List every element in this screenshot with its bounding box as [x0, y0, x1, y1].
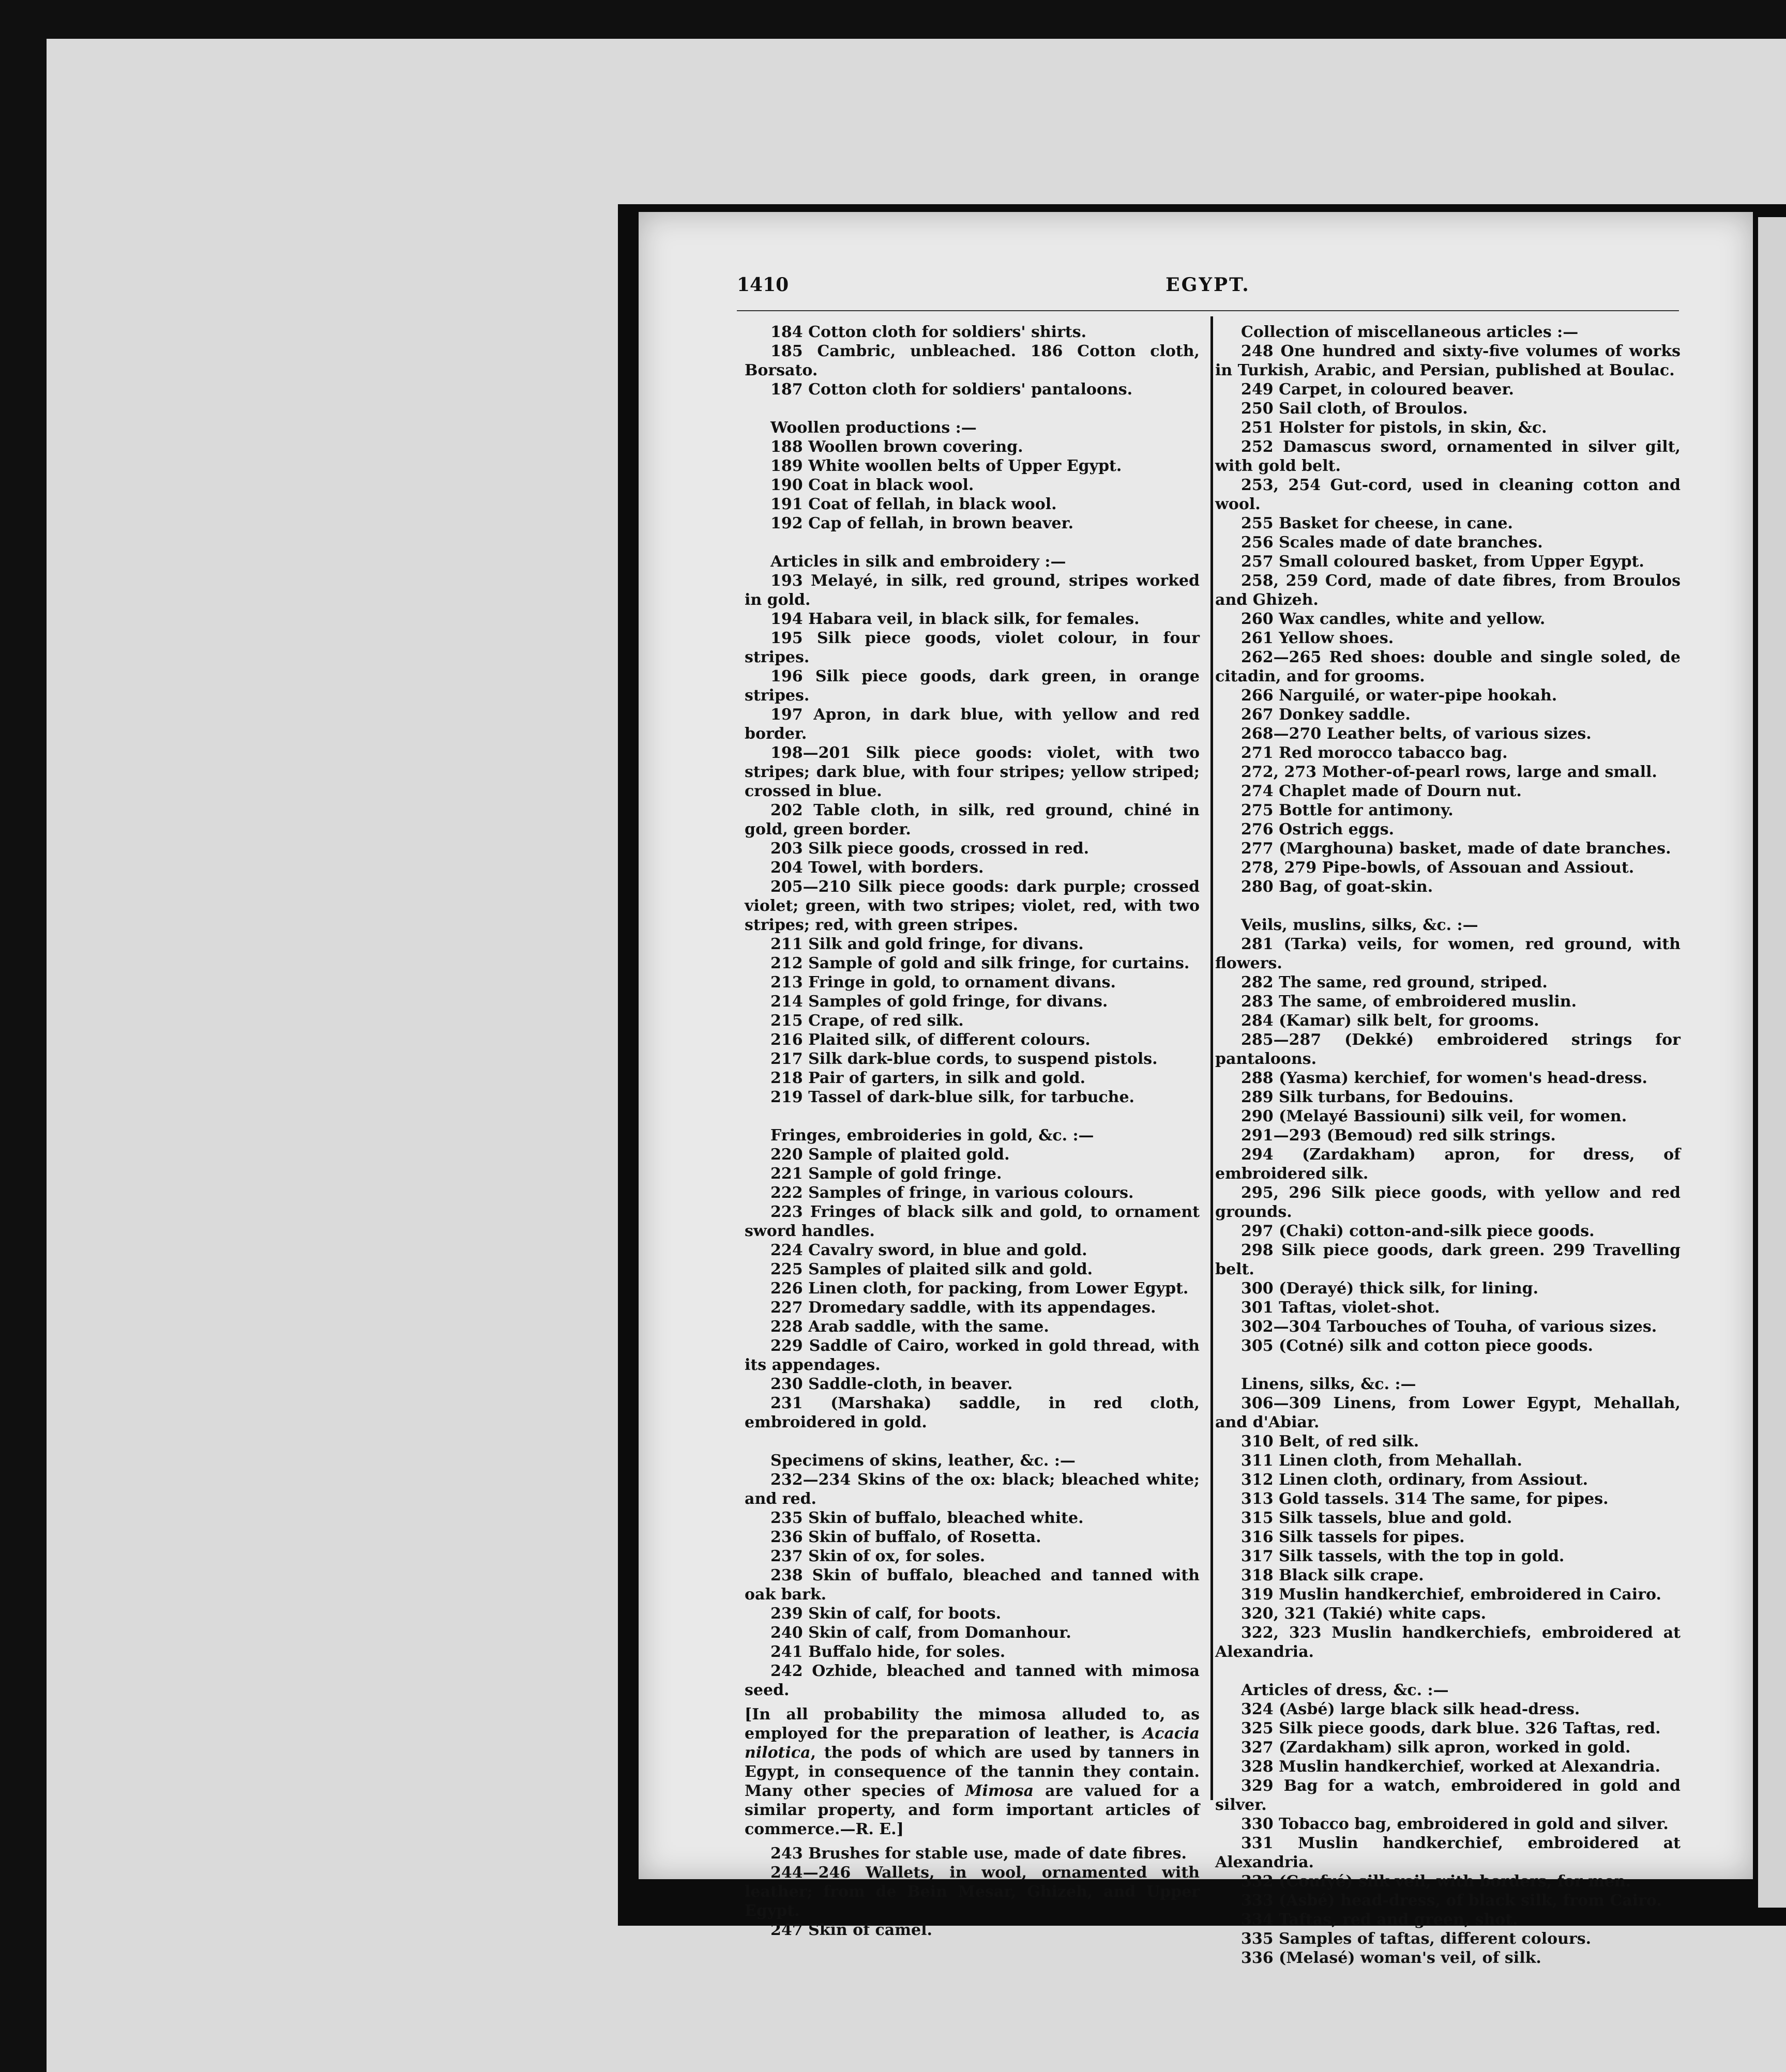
- catalogue-entry: 221 Sample of gold fringe.: [770, 1165, 1002, 1183]
- list-group: [1215, 1700, 1681, 1968]
- section-heading-dress: Articles of dress, &c. :—: [1241, 1681, 1449, 1699]
- catalogue-entry: 313 Gold tassels. 314 The same, for pipes.: [1241, 1490, 1609, 1508]
- catalogue-entry: 300 (Derayé) thick silk, for lining.: [1241, 1279, 1539, 1298]
- catalogue-entry: 216 Plaited silk, of different colours.: [770, 1031, 1091, 1049]
- list-group: [745, 1145, 1200, 1432]
- list-group: [1215, 935, 1681, 1355]
- catalogue-entry: 198—201 Silk piece goods: violet, with two stripes; dark blue, with four stripes; yellow striped; crossed in blue.: [745, 744, 1200, 800]
- catalogue-entry: 231 (Marshaka) saddle, in red cloth, embroidered in gold.: [745, 1394, 1200, 1431]
- catalogue-entry: 282 The same, red ground, striped.: [1241, 973, 1548, 992]
- catalogue-entry: 256 Scales made of date branches.: [1241, 534, 1543, 552]
- catalogue-entry: 324 (Asbé) large black silk head-dress.: [1241, 1700, 1580, 1718]
- catalogue-entry: 190 Coat in black wool.: [770, 476, 974, 494]
- catalogue-entry: 251 Holster for pistols, in skin, &c.: [1241, 419, 1547, 437]
- left-column: [745, 323, 1200, 1940]
- catalogue-entry: 243 Brushes for stable use, made of date fibres.: [770, 1845, 1187, 1863]
- catalogue-entry: 214 Samples of gold fringe, for divans.: [770, 993, 1108, 1011]
- catalogue-entry: 205—210 Silk piece goods: dark purple; crossed violet; green, with two stripes; violet, red, with two stripes; red, with green stripes.: [745, 878, 1200, 934]
- catalogue-entry: 239 Skin of calf, for boots.: [770, 1605, 1002, 1623]
- catalogue-entry: 271 Red morocco tabacco bag.: [1241, 744, 1508, 762]
- catalogue-entry: 274 Chaplet made of Dourn nut.: [1241, 782, 1522, 800]
- catalogue-entry: 244—246 Wallets, in wool, ornamented with leather; from de Bein Mesar, Ghizeh, and Upper Egypt.: [745, 1864, 1200, 1920]
- catalogue-entry: 266 Narguilé, or water-pipe hookah.: [1241, 687, 1557, 705]
- catalogue-entry: 189 White woollen belts of Upper Egypt.: [770, 457, 1122, 475]
- catalogue-entry: 237 Skin of ox, for soles.: [770, 1547, 986, 1565]
- catalogue-entry: 330 Tobacco bag, embroidered in gold and silver.: [1241, 1815, 1669, 1833]
- catalogue-entry: 193 Melayé, in silk, red ground, stripes worked in gold.: [745, 572, 1200, 609]
- page-header: [737, 274, 1679, 311]
- catalogue-entry: 261 Yellow shoes.: [1241, 629, 1394, 647]
- catalogue-entry: 203 Silk piece goods, crossed in red.: [770, 840, 1089, 858]
- page-number: 1410: [737, 274, 789, 296]
- catalogue-entry: 215 Crape, of red silk.: [770, 1012, 964, 1030]
- catalogue-entry: 212 Sample of gold and silk fringe, for curtains.: [770, 954, 1190, 972]
- catalogue-entry: 325 Silk piece goods, dark blue. 326 Taftas, red.: [1241, 1719, 1661, 1738]
- catalogue-entry: 195 Silk piece goods, violet colour, in four stripes.: [745, 629, 1200, 666]
- list-group: [1215, 342, 1681, 896]
- catalogue-entry: 334 Taftas, red and green, shot.: [1241, 1911, 1518, 1929]
- catalogue-entry: 241 Buffalo hide, for soles.: [770, 1643, 1006, 1661]
- catalogue-entry: 223 Fringes of black silk and gold, to ornament sword handles.: [745, 1203, 1200, 1240]
- catalogue-entry: 267 Donkey saddle.: [1241, 706, 1411, 724]
- catalogue-entry: 288 (Yasma) kerchief, for women's head-dress.: [1241, 1069, 1647, 1087]
- catalogue-entry: 229 Saddle of Cairo, worked in gold thread, with its appendages.: [745, 1337, 1200, 1374]
- catalogue-entry: 250 Sail cloth, of Broulos.: [1241, 400, 1468, 418]
- catalogue-entry: 277 (Marghouna) basket, made of date branches.: [1241, 840, 1671, 858]
- catalogue-entry: 247 Skin of camel.: [770, 1921, 932, 1939]
- catalogue-entry: 185 Cambric, unbleached. 186 Cotton cloth, Borsato.: [745, 342, 1200, 379]
- catalogue-entry: 249 Carpet, in coloured beaver.: [1241, 380, 1514, 399]
- catalogue-entry: 194 Habara veil, in black silk, for females.: [770, 610, 1140, 628]
- catalogue-entry: 294 (Zardakham) apron, for dress, of embroidered silk.: [1215, 1146, 1681, 1183]
- note-text: [In all probability the mimosa alluded to, as employed for the preparation of leather, is: [745, 1705, 1200, 1743]
- catalogue-entry: 220 Sample of plaited gold.: [770, 1146, 1010, 1164]
- catalogue-entry: 187 Cotton cloth for soldiers' pantaloons.: [770, 380, 1133, 399]
- catalogue-entry: 213 Fringe in gold, to ornament divans.: [770, 973, 1116, 992]
- catalogue-entry: 191 Coat of fellah, in black wool.: [770, 495, 1057, 513]
- catalogue-entry: 227 Dromedary saddle, with its appendages.: [770, 1299, 1156, 1317]
- catalogue-entry: 219 Tassel of dark-blue silk, for tarbuche.: [770, 1088, 1135, 1106]
- catalogue-entry: 235 Skin of buffalo, bleached white.: [770, 1509, 1084, 1527]
- section-heading-skins: Specimens of skins, leather, &c. :—: [770, 1452, 1076, 1470]
- catalogue-entry: 322, 323 Muslin handkerchiefs, embroidered at Alexandria.: [1215, 1624, 1681, 1661]
- catalogue-entry: 260 Wax candles, white and yellow.: [1241, 610, 1546, 628]
- catalogue-entry: 305 (Cotné) silk and cotton piece goods.: [1241, 1337, 1593, 1355]
- catalogue-entry: 280 Bag, of goat-skin.: [1241, 878, 1433, 896]
- catalogue-entry: 217 Silk dark-blue cords, to suspend pistols.: [770, 1050, 1158, 1068]
- catalogue-entry: 329 Bag for a watch, embroidered in gold and silver.: [1215, 1777, 1681, 1814]
- catalogue-entry: 306—309 Linens, from Lower Egypt, Mehallah, and d'Abiar.: [1215, 1394, 1681, 1431]
- catalogue-entry: 192 Cap of fellah, in brown beaver.: [770, 514, 1074, 532]
- right-column: [1215, 323, 1681, 1968]
- catalogue-entry: 312 Linen cloth, ordinary, from Assiout.: [1241, 1471, 1588, 1489]
- list-group: [745, 571, 1200, 1107]
- catalogue-entry: 258, 259 Cord, made of date fibres, from Broulos and Ghizeh.: [1215, 572, 1681, 609]
- catalogue-entry: 268—270 Leather belts, of various sizes.: [1241, 725, 1592, 743]
- catalogue-entry: 184 Cotton cloth for soldiers' shirts.: [770, 323, 1087, 341]
- catalogue-entry: 281 (Tarka) veils, for women, red ground, with flowers.: [1215, 935, 1681, 972]
- catalogue-entry: 238 Skin of buffalo, bleached and tanned with oak bark.: [745, 1566, 1200, 1604]
- catalogue-entry: 318 Black silk crape.: [1241, 1566, 1424, 1585]
- catalogue-entry: 232—234 Skins of the ox: black; bleached white; and red.: [745, 1471, 1200, 1508]
- catalogue-entry: 278, 279 Pipe-bowls, of Assouan and Assiout.: [1241, 859, 1634, 877]
- catalogue-entry: 295, 296 Silk piece goods, with yellow and red grounds.: [1215, 1184, 1681, 1221]
- list-group: [745, 437, 1200, 533]
- catalogue-entry: 335 Samples of taftas, different colours.: [1241, 1930, 1592, 1948]
- catalogue-entry: 202 Table cloth, in silk, red ground, chiné in gold, green border.: [745, 801, 1200, 839]
- catalogue-entry: 317 Silk tassels, with the top in gold.: [1241, 1547, 1565, 1565]
- next-page-edge: [1758, 217, 1786, 1908]
- catalogue-entry: 226 Linen cloth, for packing, from Lower Egypt.: [770, 1279, 1189, 1298]
- catalogue-entry: 188 Woollen brown covering.: [770, 438, 1023, 456]
- running-head: EGYPT.: [1166, 274, 1250, 296]
- catalogue-entry: 276 Ostrich eggs.: [1241, 820, 1395, 839]
- catalogue-entry: 255 Basket for cheese, in cane.: [1241, 514, 1513, 532]
- column-rule: [1210, 316, 1213, 1800]
- section-heading-silk: Articles in silk and embroidery :—: [770, 553, 1066, 571]
- catalogue-entry: 331 Muslin handkerchief, embroidered at Alexandria.: [1215, 1834, 1681, 1871]
- catalogue-entry: 291—293 (Bemoud) red silk strings.: [1241, 1126, 1556, 1145]
- catalogue-entry: 316 Silk tassels for pipes.: [1241, 1528, 1465, 1546]
- catalogue-entry: 332 (Coufyé) silk veil, with borders, for men.: [1241, 1872, 1631, 1891]
- catalogue-entry: 196 Silk piece goods, dark green, in orange stripes.: [745, 667, 1200, 705]
- catalogue-entry: 211 Silk and gold fringe, for divans.: [770, 935, 1084, 953]
- catalogue-entry: 301 Taftas, violet-shot.: [1241, 1299, 1440, 1317]
- catalogue-entry: 248 One hundred and sixty-five volumes of works in Turkish, Arabic, and Persian, published at Boulac.: [1215, 342, 1681, 379]
- catalogue-entry: 298 Silk piece goods, dark green. 299 Travelling belt.: [1215, 1241, 1681, 1278]
- catalogue-entry: 236 Skin of buffalo, of Rosetta.: [770, 1528, 1041, 1546]
- catalogue-entry: 197 Apron, in dark blue, with yellow and red border.: [745, 706, 1200, 743]
- catalogue-entry: 328 Muslin handkerchief, worked at Alexandria.: [1241, 1758, 1661, 1776]
- catalogue-entry: 297 (Chaki) cotton-and-silk piece goods.: [1241, 1222, 1595, 1240]
- list-group: [745, 1844, 1200, 1940]
- catalogue-entry: 283 The same, of embroidered muslin.: [1241, 993, 1577, 1011]
- catalogue-entry: 262—265 Red shoes: double and single soled, de citadin, and for grooms.: [1215, 648, 1681, 685]
- catalogue-entry: 230 Saddle-cloth, in beaver.: [770, 1375, 1013, 1393]
- catalogue-entry: 320, 321 (Takié) white caps.: [1241, 1605, 1487, 1623]
- catalogue-entry: 319 Muslin handkerchief, embroidered in Cairo.: [1241, 1586, 1661, 1604]
- catalogue-entry: 225 Samples of plaited silk and gold.: [770, 1260, 1093, 1278]
- section-heading-misc: Collection of miscellaneous articles :—: [1241, 323, 1579, 341]
- catalogue-entry: 327 (Zardakham) silk apron, worked in gold.: [1241, 1739, 1631, 1757]
- catalogue-entry: 310 Belt, of red silk.: [1241, 1433, 1419, 1451]
- catalogue-entry: 224 Cavalry sword, in blue and gold.: [770, 1241, 1087, 1259]
- section-heading-woollen: Woollen productions :—: [770, 419, 977, 437]
- catalogue-entry: 284 (Kamar) silk belt, for grooms.: [1241, 1012, 1539, 1030]
- catalogue-entry: 336 (Melasé) woman's veil, of silk.: [1241, 1949, 1541, 1967]
- catalogue-entry: 204 Towel, with borders.: [770, 859, 984, 877]
- catalogue-entry: 275 Bottle for antimony.: [1241, 801, 1454, 819]
- catalogue-entry: 272, 273 Mother-of-pearl rows, large and small.: [1241, 763, 1657, 781]
- note-genus-name: Mimosa: [965, 1782, 1034, 1800]
- section-heading-veils: Veils, muslins, silks, &c. :—: [1241, 916, 1478, 934]
- note-text: are valued for a similar property, and form important articles of commerce.—R. E.]: [745, 1782, 1200, 1838]
- catalogue-entry: 333 (Asbé) head-dress, of black silk, from Cairo.: [1241, 1892, 1662, 1910]
- catalogue-entry: 218 Pair of garters, in silk and gold.: [770, 1069, 1086, 1087]
- section-heading-fringes: Fringes, embroideries in gold, &c. :—: [770, 1126, 1094, 1145]
- catalogue-entry: 253, 254 Gut-cord, used in cleaning cotton and wool.: [1215, 476, 1681, 513]
- catalogue-entry: 290 (Melayé Bassiouni) silk veil, for women.: [1241, 1107, 1627, 1125]
- list-group: [745, 1470, 1200, 1700]
- catalogue-entry: 289 Silk turbans, for Bedouins.: [1241, 1088, 1514, 1106]
- catalogue-entry: 228 Arab saddle, with the same.: [770, 1318, 1049, 1336]
- catalogue-entry: 285—287 (Dekké) embroidered strings for pantaloons.: [1215, 1031, 1681, 1068]
- catalogue-entry: 240 Skin of calf, from Domanhour.: [770, 1624, 1071, 1642]
- catalogue-entry: 302—304 Tarbouches of Touha, of various sizes.: [1241, 1318, 1657, 1336]
- catalogue-entry: 242 Ozhide, bleached and tanned with mimosa seed.: [745, 1662, 1200, 1699]
- editorial-note: [745, 1705, 1200, 1839]
- list-group: [745, 323, 1200, 399]
- catalogue-entry: 252 Damascus sword, ornamented in silver gilt, with gold belt.: [1215, 438, 1681, 475]
- list-group: [1215, 1394, 1681, 1662]
- note-text: , the pods of which are used by tanners in Egypt, in consequence of the tannin they contain. Many other species of: [745, 1744, 1200, 1800]
- catalogue-entry: 222 Samples of fringe, in various colours.: [770, 1184, 1134, 1202]
- catalogue-entry: 257 Small coloured basket, from Upper Egypt.: [1241, 553, 1644, 571]
- catalogue-entry: 311 Linen cloth, from Mehallah.: [1241, 1452, 1522, 1470]
- section-heading-linens: Linens, silks, &c. :—: [1241, 1375, 1416, 1393]
- catalogue-entry: 315 Silk tassels, blue and gold.: [1241, 1509, 1512, 1527]
- note-species-name: Acacia nilotica: [745, 1725, 1200, 1762]
